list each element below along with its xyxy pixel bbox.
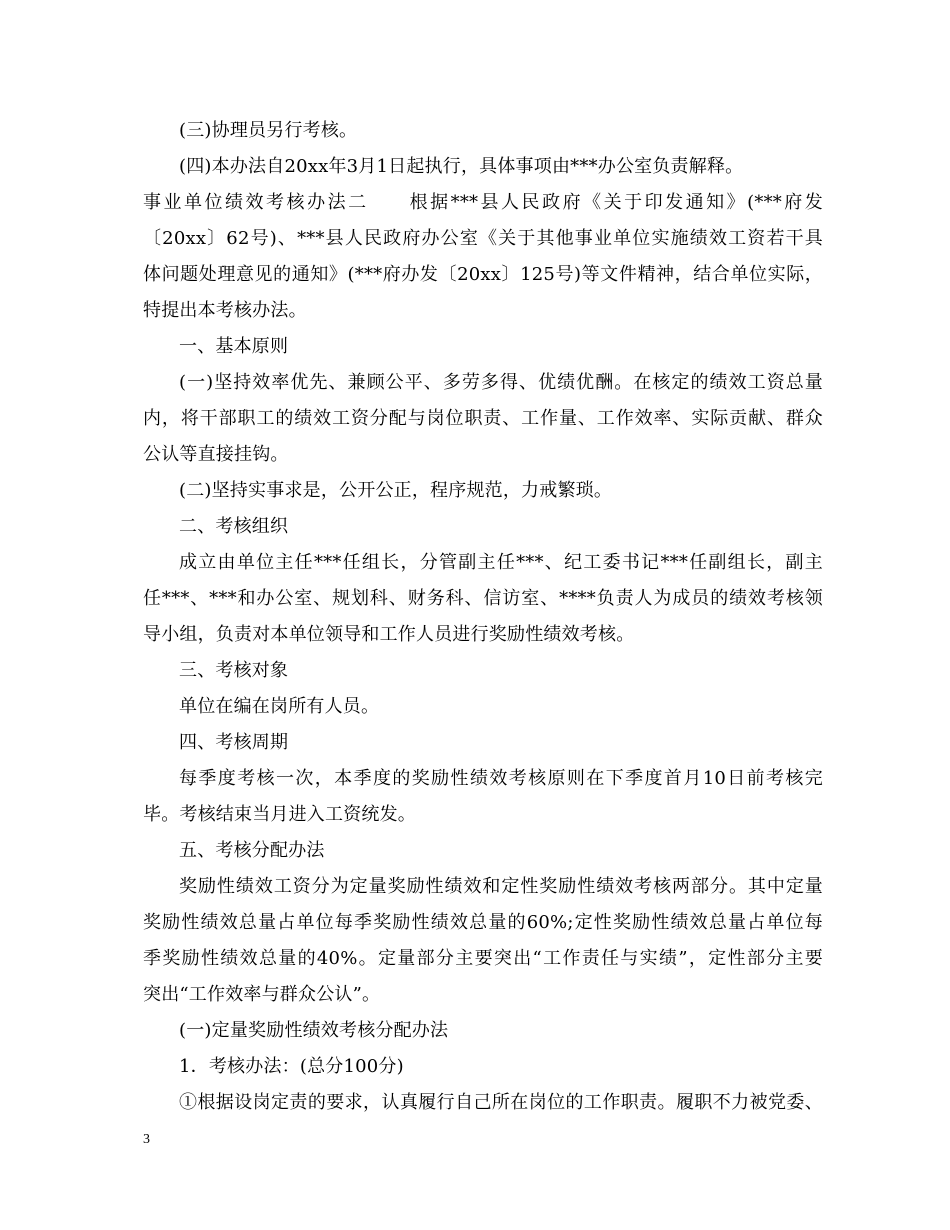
text-line: 季奖励性绩效总量的40%。定量部分主要突出“工作责任与实绩”，定性部分主要: [143, 948, 823, 969]
page-number: 3: [143, 1132, 150, 1147]
subsection-heading: (一)定量奖励性绩效考核分配办法: [179, 1020, 449, 1041]
text-line: ①根据设岗定责的要求，认真履行自己所在岗位的工作职责。履职不力被党委、: [179, 1092, 823, 1113]
text-line: 内，将干部职工的绩效工资分配与岗位职责、工作量、工作效率、实际贡献、群众: [143, 408, 823, 429]
section-heading: 五、考核分配办法: [179, 840, 325, 861]
text-line: 成立由单位主任***任组长，分管副主任***、纪工委书记***任副组长，副主: [179, 552, 823, 573]
text-line: 导小组，负责对本单位领导和工作人员进行奖励性绩效考核。: [143, 624, 635, 645]
text-line: 毕。考核结束当月进入工资统发。: [143, 804, 416, 825]
text-line: 特提出本考核办法。: [143, 300, 307, 321]
text-line: 突出“工作效率与群众公认”。: [143, 984, 381, 1005]
text-line: 公认等直接挂钩。: [143, 444, 289, 465]
text-line: 1．考核办法：(总分100分): [179, 1056, 404, 1077]
text-line: (二)坚持实事求是，公开公正，程序规范，力戒繁琐。: [179, 480, 613, 501]
text-line: 奖励性绩效工资分为定量奖励性绩效和定性奖励性绩效考核两部分。其中定量: [179, 876, 823, 897]
text-line: 奖励性绩效总量占单位每季奖励性绩效总量的60%;定性奖励性绩效总量占单位每: [143, 912, 823, 933]
text-line: 每季度考核一次，本季度的奖励性绩效考核原则在下季度首月10日前考核完: [179, 768, 823, 789]
text-line: (三)协理员另行考核。: [179, 120, 358, 141]
document-body: [143, 113, 823, 1121]
section-heading: 三、考核对象: [179, 660, 289, 681]
text-line: (四)本办法自20xx年3月1日起执行，具体事项由***办公室负责解释。: [179, 156, 744, 177]
text-line: (一)坚持效率优先、兼顾公平、多劳多得、优绩优酬。在核定的绩效工资总量: [179, 372, 823, 393]
text-line: 任***、***和办公室、规划科、财务科、信访室、****负责人为成员的绩效考核领: [143, 588, 823, 609]
text-line: 事业单位绩效考核办法二 根据***县人民政府《关于印发通知》(***府发: [143, 192, 823, 213]
section-heading: 一、基本原则: [179, 336, 289, 357]
text-line: 体问题处理意见的通知》(***府办发〔20xx〕125号)等文件精神，结合单位实际，: [143, 264, 823, 285]
section-heading: 二、考核组织: [179, 516, 289, 537]
text-line: 单位在编在岗所有人员。: [179, 696, 380, 717]
section-heading: 四、考核周期: [179, 732, 289, 753]
text-line: 〔20xx〕62号)、***县人民政府办公室《关于其他事业单位实施绩效工资若干具: [143, 228, 823, 249]
